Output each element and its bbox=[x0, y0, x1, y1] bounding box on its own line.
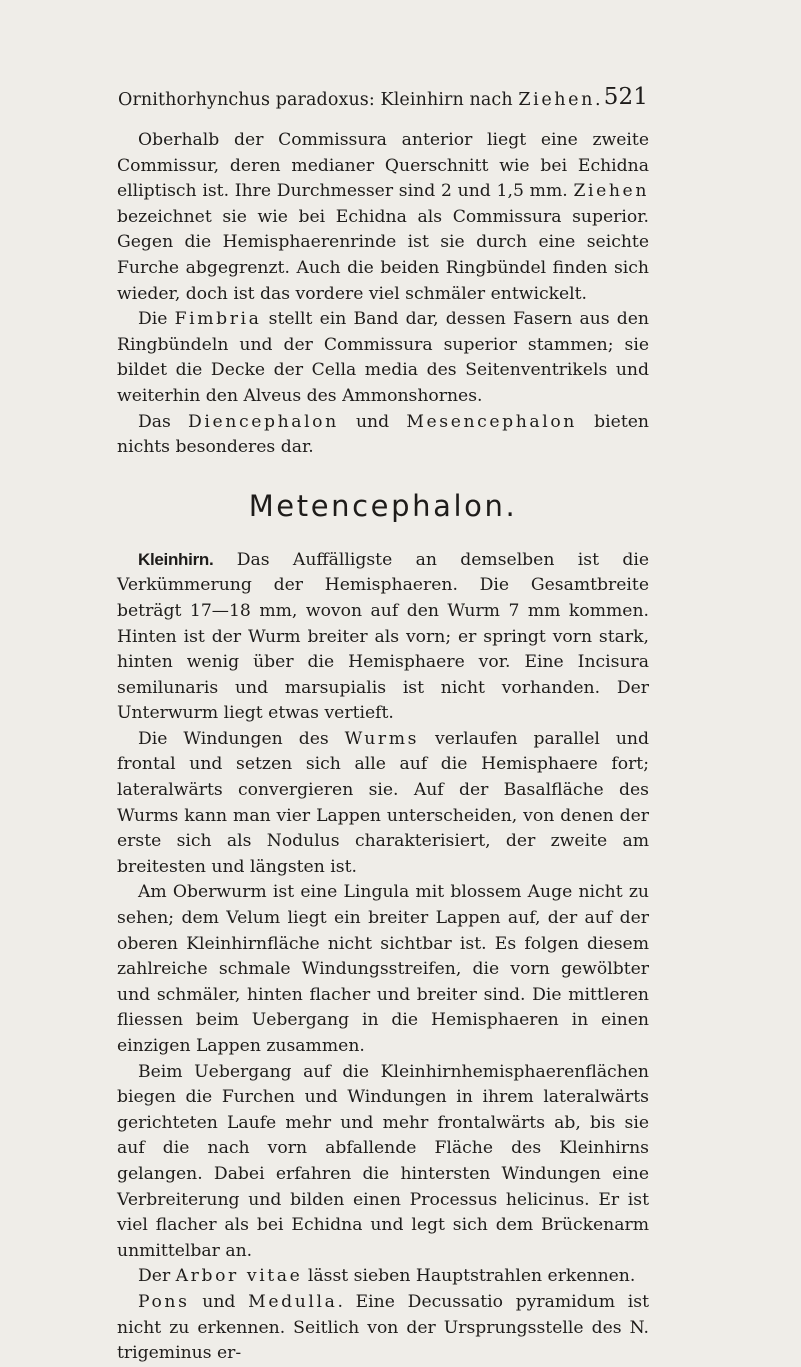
text-run: Am Oberwurm ist eine Lingula mit blossem Auge nicht zu sehen; dem Velum liegt ein breiter Lappen auf, der auf der oberen Kleinhirnfläche nicht sichtbar ist. Es folgen diesem zahlreiche schmale Windungsstreifen, die vorn gewölbter und schmäler, hinten flacher und breiter sind. Die mittleren fliessen beim Uebergang in die Hemisphaeren in einen einzigen Lappen zusammen. bbox=[117, 882, 649, 1056]
text-run: Die bbox=[138, 309, 175, 330]
text-run: verlaufen parallel und frontal und setzen sich alle auf die Hemisphaere fort; lateralwärts convergieren sie. Auf der Basalfläche des Wurms kann man vier Lappen unterscheiden, von denen der erste sich als Nodulus charakterisiert, der zweite am breitesten und längsten ist. bbox=[117, 728, 649, 877]
text-run: bezeichnet sie wie bei Echidna als Commissura superior. Gegen die Hemisphaerenrinde ist sie durch eine seichte Furche abgegrenzt. Auch die beiden Ringbündel finden sich wieder, doch ist das vordere viel schmäler entwickelt. bbox=[117, 206, 649, 304]
running-header bbox=[118, 84, 648, 114]
text-run: Das bbox=[138, 411, 189, 432]
text-run: bieten nichts besonderes dar. bbox=[117, 411, 649, 458]
spaced-term: Wurms bbox=[344, 728, 420, 749]
spaced-term: Fimbria bbox=[174, 309, 262, 330]
spaced-term: Medulla bbox=[248, 1291, 338, 1312]
spaced-term: Pons bbox=[138, 1291, 190, 1312]
spaced-term: Diencephalon bbox=[188, 411, 339, 432]
paragraph bbox=[117, 880, 649, 1059]
spaced-term: Ziehen bbox=[573, 181, 649, 202]
paragraph bbox=[117, 307, 649, 409]
section-heading: Metencephalon. bbox=[248, 488, 518, 523]
text-run: Oberhalb der Commissura anterior liegt eine zweite Commissur, deren medianer Querschnitt wie bei Echidna elliptisch ist. Ihre Durchmesser sind 2 und 1,5 mm. bbox=[117, 130, 649, 202]
text-run: Das Auffälligste an demselben ist die Verkümmerung der Hemisphaeren. Die Gesamtbreite beträgt 17—18 mm, wovon auf den Wurm 7 mm kommen. Hinten ist der Wurm breiter als vorn; er springt vorn stark, hinten wenig über die Hemisphaere vor. Eine Incisura semilunaris und marsupialis ist nicht vorhanden. Der Unterwurm liegt etwas vertieft. bbox=[117, 549, 649, 724]
paragraph bbox=[117, 547, 649, 727]
text-run: und bbox=[189, 1291, 249, 1312]
body-text bbox=[117, 128, 649, 1367]
running-title bbox=[118, 90, 603, 110]
paragraph bbox=[117, 1264, 649, 1290]
page-number: 521 bbox=[603, 84, 648, 110]
paragraph bbox=[117, 727, 649, 881]
text-run: stellt ein Band dar, dessen Fasern aus den Ringbündeln und der Commissura superior stammen; sie bildet die Decke der Cella media des Seitenventrikels und weiterhin den Alveus des Ammonshornes. bbox=[117, 309, 649, 406]
spaced-term: Mesencephalon bbox=[406, 411, 577, 432]
text-run: Der bbox=[138, 1266, 176, 1287]
paragraph bbox=[117, 128, 649, 307]
paragraph bbox=[117, 410, 649, 461]
text-run: . Eine Decussatio pyramidum ist nicht zu erkennen. Seitlich von der Ursprungsstelle des N. trigeminus er- bbox=[117, 1291, 649, 1364]
text-run: und bbox=[338, 411, 407, 432]
paragraph bbox=[117, 1290, 649, 1367]
spaced-term: Arbor vitae bbox=[175, 1266, 303, 1287]
text-run: Die Windungen des bbox=[138, 728, 345, 749]
text-run: Beim Uebergang auf die Kleinhirnhemisphaerenflächen biegen die Furchen und Windungen in ihrem lateralwärts gerichteten Laufe mehr und mehr frontalwärts ab, bis sie auf die nach vorn abfallende Fläche des Kleinhirns gelangen. Dabei erfahren die hintersten Windungen eine Verbreiterung und bilden einen Processus helicinus. Er ist viel flacher als bei Echidna und legt sich dem Brückenarm unmittelbar an. bbox=[117, 1061, 649, 1261]
run-in-heading: Kleinhirn. bbox=[138, 549, 214, 569]
paragraph bbox=[117, 1060, 649, 1265]
text-run: lässt sieben Hauptstrahlen erkennen. bbox=[302, 1266, 636, 1287]
running-title-text: Ornithorhynchus paradoxus: Kleinhirn nach bbox=[118, 90, 513, 110]
running-title-author: Ziehen. bbox=[518, 90, 604, 110]
